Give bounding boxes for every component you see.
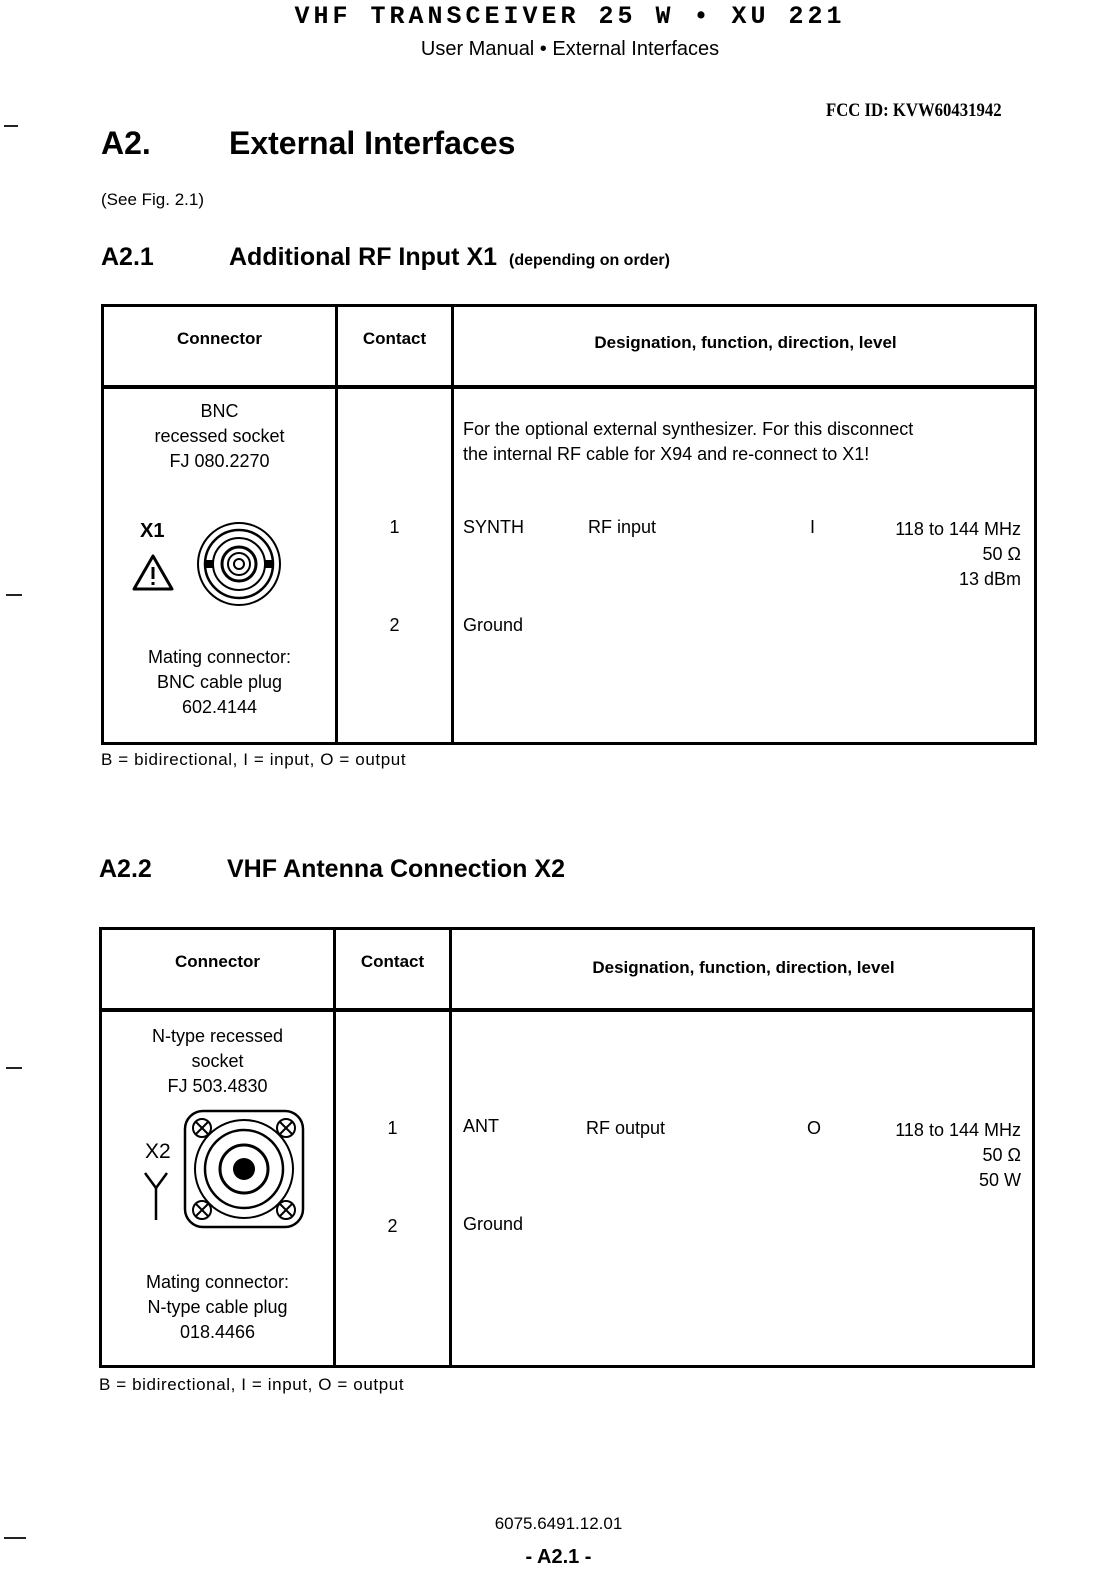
header-contact: Contact (362, 329, 427, 348)
signal-name: Ground (463, 615, 524, 635)
table-divider (451, 307, 454, 742)
signal-levels: 118 to 144 MHz 50 Ω 13 dBm (895, 519, 1021, 589)
signal-function: RF output (586, 1118, 666, 1138)
header-designation: Designation, function, direction, level (592, 958, 895, 977)
bnc-socket-icon (192, 519, 288, 609)
signal-levels: 118 to 144 MHz 50 Ω 50 W (895, 1120, 1021, 1190)
margin-mark (4, 1537, 26, 1539)
table-divider (333, 930, 336, 1365)
connector-type: N-type recessed socket FJ 503.4830 (151, 1026, 284, 1096)
see-figure-note: (See Fig. 2.1) (101, 190, 204, 209)
document-number: 6075.6491.12.01 (494, 1514, 623, 1533)
mating-connector: Mating connector: BNC cable plug 602.4144 (147, 647, 292, 717)
header-divider (102, 1008, 1032, 1012)
antenna-icon (142, 1170, 170, 1222)
table-divider (449, 930, 452, 1365)
interface-table-x1 (101, 304, 1037, 745)
header-connector: Connector (175, 952, 260, 971)
contact-number: 1 (389, 517, 400, 537)
synth-description: For the optional external synthesizer. For this disconnect the internal RF cable for X94 and re-connect to X1! (463, 419, 914, 464)
direction-legend: B = bidirectional, I = input, O = output (99, 1375, 405, 1394)
chapter-number: A2. (101, 125, 151, 161)
signal-name: Ground (463, 1214, 524, 1234)
signal-name: SYNTH (463, 517, 525, 537)
contact-number: 2 (387, 1216, 398, 1236)
warning-icon (131, 553, 175, 593)
margin-mark (4, 125, 18, 127)
header-connector: Connector (177, 329, 262, 348)
document-subtitle: User Manual • External Interfaces (420, 38, 720, 60)
margin-mark (6, 1067, 22, 1069)
interface-table-x2 (99, 927, 1035, 1368)
signal-direction: I (810, 517, 816, 537)
section1-title: Additional RF Input X1 (229, 243, 498, 271)
n-type-socket-icon (182, 1108, 306, 1230)
section2-number: A2.2 (99, 855, 152, 883)
header-designation: Designation, function, direction, level (594, 333, 897, 352)
connector-label-x1: X1 (140, 520, 165, 542)
section1-number: A2.1 (101, 243, 154, 271)
section1-heading (229, 243, 670, 272)
section2-title: VHF Antenna Connection X2 (227, 855, 565, 883)
header-divider (104, 385, 1034, 389)
contact-number: 1 (387, 1118, 398, 1138)
signal-direction: O (807, 1118, 822, 1138)
connector-type: BNC recessed socket FJ 080.2270 (154, 401, 285, 471)
chapter-title: External Interfaces (229, 125, 516, 161)
page-number: - A2.1 - (525, 1546, 592, 1568)
mating-connector: Mating connector: N-type cable plug 018.4466 (145, 1272, 290, 1342)
margin-mark (6, 594, 22, 596)
direction-legend: B = bidirectional, I = input, O = output (101, 750, 407, 769)
section1-order-note: (depending on order) (509, 252, 670, 269)
connector-label-x2: X2 (145, 1140, 171, 1163)
contact-number: 2 (389, 615, 400, 635)
document-title: VHF TRANSCEIVER 25 W • XU 221 (294, 2, 846, 31)
signal-function: RF input (588, 517, 657, 537)
fcc-id: FCC ID: KVW60431942 (826, 100, 1002, 121)
header-contact: Contact (360, 952, 425, 971)
signal-name: ANT (463, 1116, 499, 1136)
